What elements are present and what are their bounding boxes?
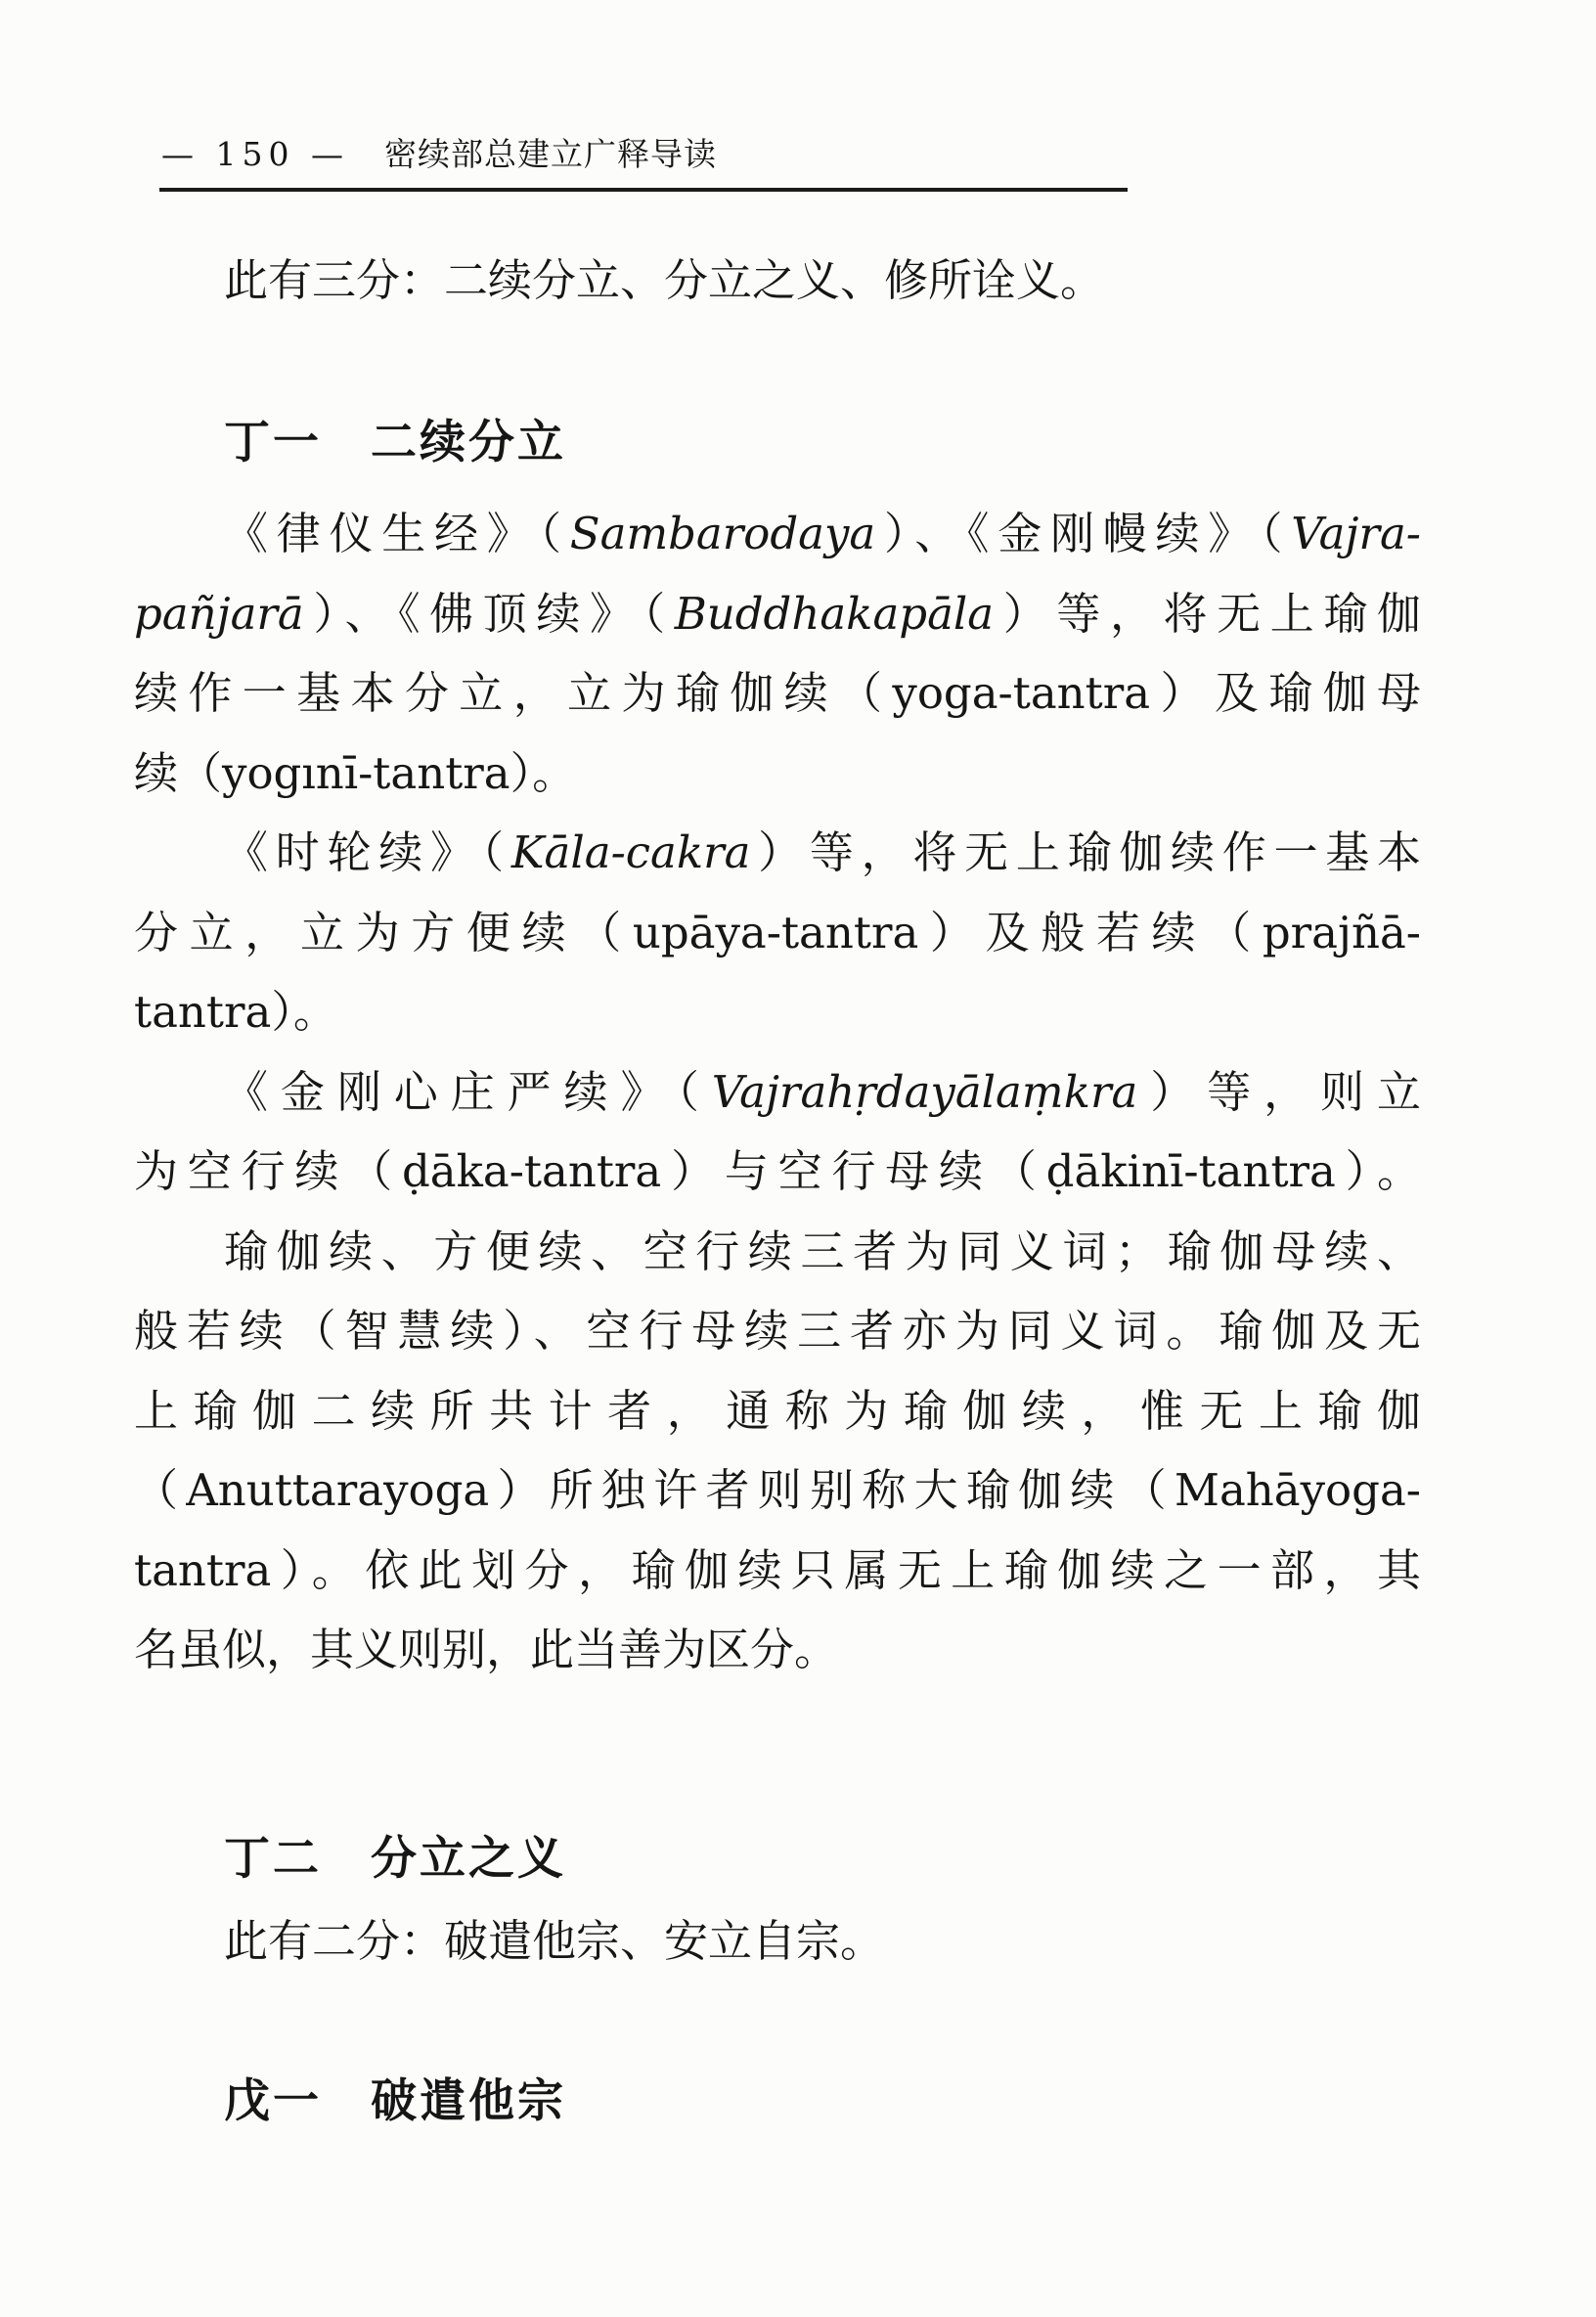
section-heading (134, 2070, 1511, 2132)
text-line (134, 1540, 1421, 1601)
section-heading (134, 411, 1511, 473)
text-segment: ）。 (510, 749, 577, 798)
page-body (134, 0, 1421, 2317)
text-line (134, 903, 1421, 963)
text-segment: 续（ (134, 749, 223, 798)
text-line (134, 823, 1421, 883)
text-segment: Kāla-cakra (510, 826, 751, 878)
text-line (134, 1911, 1421, 1972)
text-segment: pañjarā (134, 588, 304, 640)
text-line (134, 250, 1421, 311)
text-segment: Anuttarayoga (186, 1464, 490, 1516)
text-segment: tantra (134, 1544, 272, 1596)
book-title: 密续部总建立广释导读 (383, 138, 717, 173)
text-segment: 般若续（智慧续）、空行母续三者亦为同义词。瑜伽及无 (134, 1307, 1421, 1356)
text-segment: ）、《金刚幔续》（ (875, 510, 1292, 558)
text-segment: ）、《佛顶续》（ (303, 590, 675, 639)
text-segment: upāya-tantra (632, 907, 919, 958)
text-segment: 丁一 二续分立 (224, 416, 566, 468)
page-number: — 150 — (161, 135, 349, 173)
text-segment: Mahāyoga- (1174, 1464, 1421, 1516)
text-segment: ḍāka-tantra (402, 1145, 662, 1197)
text-line (134, 1460, 1421, 1521)
text-segment: ）及瑜伽母 (1150, 669, 1421, 718)
text-segment: ）。依此划分，瑜伽续只属无上瑜伽续之一部，其 (271, 1546, 1421, 1595)
text-line (134, 1381, 1421, 1442)
text-segment: Sambarodaya (569, 508, 876, 559)
text-line (134, 1301, 1421, 1361)
text-segment: 为空行续（ (134, 1147, 402, 1196)
text-segment: 分立，立为方便续（ (134, 909, 633, 958)
text-segment: 上瑜伽二续所共计者，通称为瑜伽续，惟无上瑜伽 (134, 1387, 1421, 1436)
text-segment: ）与空行母续（ (661, 1147, 1046, 1196)
text-segment: 戊一 破遣他宗 (224, 2074, 566, 2126)
text-segment: 《时轮续》（ (224, 828, 511, 877)
section-heading (134, 1827, 1511, 1890)
text-segment: 瑜伽续、方便续、空行续三者为同义词；瑜伽母续、 (224, 1227, 1421, 1276)
text-segment: ḍākinī-tantra (1045, 1145, 1336, 1197)
text-segment: Vajrahṛdayālaṃkra (711, 1066, 1138, 1118)
text-segment: 续作一基本分立，立为瑜伽续（ (134, 669, 893, 718)
text-line (134, 982, 1421, 1043)
text-segment: 此有三分：二续分立、分立之义、修所诠义。 (224, 256, 1105, 305)
text-segment: yoga-tantra (892, 667, 1151, 719)
text-line (134, 1141, 1421, 1202)
text-segment: ）所独许者则别称大瑜伽续（ (489, 1466, 1175, 1515)
text-segment: yogınī-tantra (222, 747, 510, 799)
text-line (134, 743, 1421, 804)
text-segment: 《金刚心庄严续》（ (224, 1068, 712, 1117)
text-line (134, 1222, 1421, 1282)
text-segment: Buddhakapāla (674, 588, 995, 640)
text-segment: ）等，将无上瑜伽续作一基本 (750, 828, 1421, 877)
text-segment: Vajra- (1291, 508, 1421, 559)
text-segment: （ (134, 1466, 187, 1515)
text-segment: 名虽似，其义则别，此当善为区分。 (134, 1626, 839, 1674)
text-segment: ）及般若续（ (918, 909, 1263, 958)
text-segment: ）等，将无上瑜伽 (994, 590, 1421, 639)
text-segment: ）。 (271, 988, 337, 1037)
text-segment: ）等，则立 (1137, 1068, 1421, 1117)
text-segment: prajñā- (1262, 907, 1421, 958)
text-line (134, 663, 1421, 724)
text-segment: ）。 (1335, 1147, 1421, 1196)
text-line (134, 1620, 1421, 1680)
text-line (134, 1062, 1421, 1123)
text-segment: tantra (134, 986, 272, 1038)
text-line (134, 504, 1421, 564)
text-line (134, 584, 1421, 645)
text-segment: 《律仪生经》（ (224, 510, 570, 558)
text-segment: 丁二 分立之义 (224, 1832, 566, 1884)
text-segment: 此有二分：破遣他宗、安立自宗。 (224, 1917, 885, 1966)
